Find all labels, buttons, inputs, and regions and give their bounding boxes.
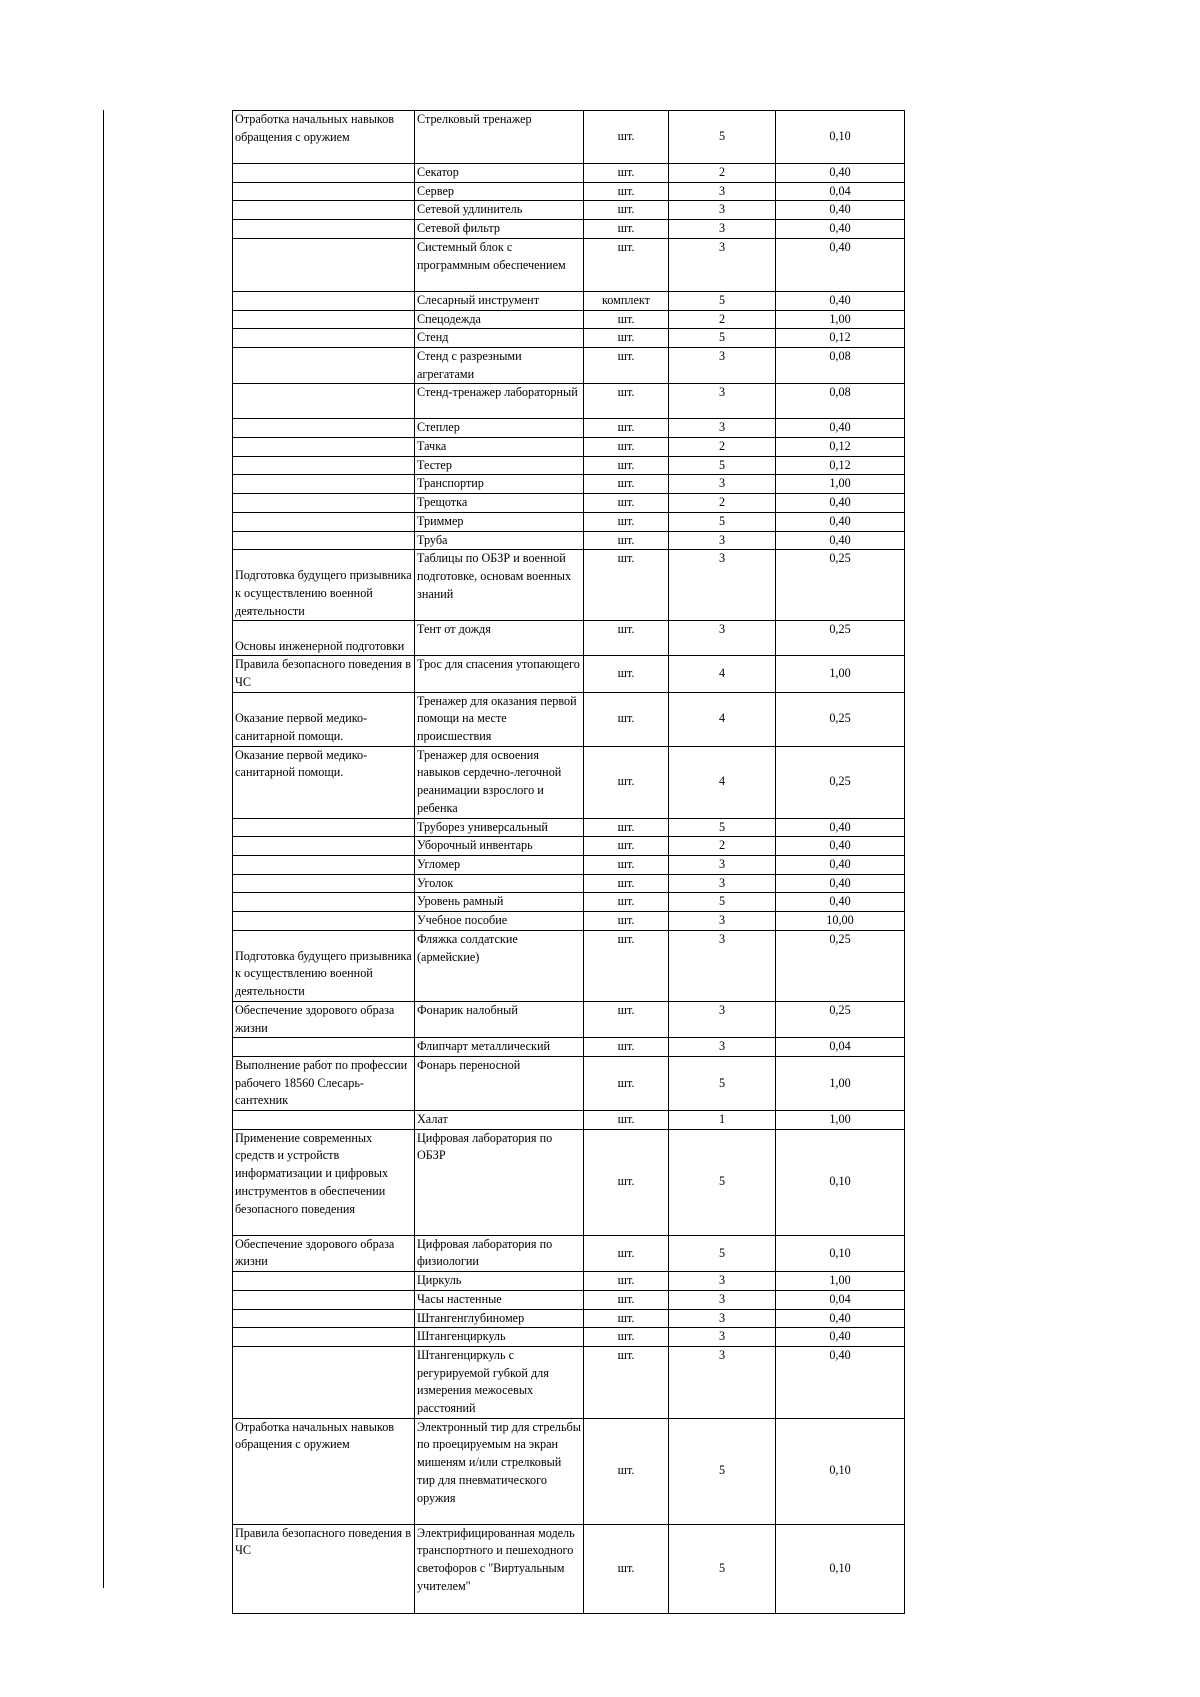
quantity-cell: 3 bbox=[669, 874, 776, 893]
unit-cell: шт. bbox=[584, 818, 669, 837]
section-cell: Оказание первой медико-санитарной помощи. bbox=[233, 692, 415, 746]
unit-cell: шт. bbox=[584, 182, 669, 201]
unit-cell: шт. bbox=[584, 855, 669, 874]
coefficient-cell: 0,40 bbox=[776, 494, 905, 513]
quantity-cell: 1 bbox=[669, 1111, 776, 1130]
section-cell bbox=[233, 384, 415, 419]
section-cell: Подготовка будущего призывника к осуществлению военной деятельности bbox=[233, 930, 415, 1001]
table-row bbox=[233, 1418, 905, 1524]
section-cell: Подготовка будущего призывника к осуществлению военной деятельности bbox=[233, 550, 415, 621]
quantity-cell: 5 bbox=[669, 512, 776, 531]
item-name-cell: Транспортир bbox=[415, 475, 584, 494]
unit-cell: шт. bbox=[584, 531, 669, 550]
quantity-cell: 5 bbox=[669, 893, 776, 912]
quantity-cell: 3 bbox=[669, 1038, 776, 1057]
unit-cell: шт. bbox=[584, 1346, 669, 1418]
unit-cell: шт. bbox=[584, 329, 669, 348]
coefficient-cell: 0,08 bbox=[776, 384, 905, 419]
quantity-cell: 3 bbox=[669, 419, 776, 438]
coefficient-cell: 0,12 bbox=[776, 329, 905, 348]
unit-cell: шт. bbox=[584, 1290, 669, 1309]
unit-cell: шт. bbox=[584, 1309, 669, 1328]
table-row bbox=[233, 1524, 905, 1613]
table-row bbox=[233, 1309, 905, 1328]
section-cell bbox=[233, 1346, 415, 1418]
table-row bbox=[233, 855, 905, 874]
item-name-cell: Слесарный инструмент bbox=[415, 291, 584, 310]
table-row bbox=[233, 531, 905, 550]
quantity-cell: 3 bbox=[669, 347, 776, 383]
coefficient-cell: 0,04 bbox=[776, 182, 905, 201]
table-row bbox=[233, 1290, 905, 1309]
quantity-cell: 5 bbox=[669, 456, 776, 475]
section-cell bbox=[233, 456, 415, 475]
section-cell bbox=[233, 893, 415, 912]
coefficient-cell: 0,25 bbox=[776, 930, 905, 1001]
quantity-cell: 3 bbox=[669, 912, 776, 931]
table-row bbox=[233, 550, 905, 621]
section-cell: Правила безопасного поведения в ЧС bbox=[233, 1524, 415, 1613]
table-row bbox=[233, 818, 905, 837]
quantity-cell: 2 bbox=[669, 438, 776, 457]
table-row bbox=[233, 1038, 905, 1057]
item-name-cell: Степлер bbox=[415, 419, 584, 438]
coefficient-cell: 0,40 bbox=[776, 164, 905, 183]
section-cell bbox=[233, 1272, 415, 1291]
item-name-cell: Фонарик налобный bbox=[415, 1001, 584, 1037]
item-name-cell: Трос для спасения утопающего bbox=[415, 656, 584, 692]
table-row bbox=[233, 1272, 905, 1291]
quantity-cell: 3 bbox=[669, 475, 776, 494]
item-name-cell: Стенд bbox=[415, 329, 584, 348]
quantity-cell: 3 bbox=[669, 1328, 776, 1347]
table-row bbox=[233, 1129, 905, 1235]
table-row bbox=[233, 930, 905, 1001]
section-cell: Обеспечение здорового образа жизни bbox=[233, 1001, 415, 1037]
section-cell bbox=[233, 855, 415, 874]
section-cell bbox=[233, 1111, 415, 1130]
item-name-cell: Фонарь переносной bbox=[415, 1056, 584, 1110]
table-row bbox=[233, 874, 905, 893]
item-name-cell: Тренажер для оказания первой помощи на месте происшествия bbox=[415, 692, 584, 746]
item-name-cell: Сетевой фильтр bbox=[415, 220, 584, 239]
unit-cell: комплект bbox=[584, 291, 669, 310]
item-name-cell: Уровень рамный bbox=[415, 893, 584, 912]
unit-cell: шт. bbox=[584, 550, 669, 621]
coefficient-cell: 0,40 bbox=[776, 291, 905, 310]
unit-cell: шт. bbox=[584, 621, 669, 656]
coefficient-cell: 0,10 bbox=[776, 1129, 905, 1235]
item-name-cell: Тент от дождя bbox=[415, 621, 584, 656]
section-cell: Отработка начальных навыков обращения с оружием bbox=[233, 111, 415, 164]
coefficient-cell: 0,10 bbox=[776, 1235, 905, 1271]
quantity-cell: 4 bbox=[669, 746, 776, 818]
unit-cell: шт. bbox=[584, 384, 669, 419]
unit-cell: шт. bbox=[584, 746, 669, 818]
quantity-cell: 3 bbox=[669, 930, 776, 1001]
coefficient-cell: 0,10 bbox=[776, 1524, 905, 1613]
section-cell: Отработка начальных навыков обращения с оружием bbox=[233, 1418, 415, 1524]
section-cell: Оказание первой медико-санитарной помощи. bbox=[233, 746, 415, 818]
coefficient-cell: 0,08 bbox=[776, 347, 905, 383]
unit-cell: шт. bbox=[584, 1235, 669, 1271]
quantity-cell: 3 bbox=[669, 220, 776, 239]
unit-cell: шт. bbox=[584, 893, 669, 912]
item-name-cell: Угломер bbox=[415, 855, 584, 874]
table-row bbox=[233, 438, 905, 457]
section-cell bbox=[233, 1309, 415, 1328]
quantity-cell: 3 bbox=[669, 621, 776, 656]
coefficient-cell: 0,25 bbox=[776, 746, 905, 818]
table-row bbox=[233, 1346, 905, 1418]
section-cell: Обеспечение здорового образа жизни bbox=[233, 1235, 415, 1271]
item-name-cell: Сетевой удлинитель bbox=[415, 201, 584, 220]
table-row bbox=[233, 182, 905, 201]
section-cell bbox=[233, 512, 415, 531]
unit-cell: шт. bbox=[584, 164, 669, 183]
quantity-cell: 4 bbox=[669, 656, 776, 692]
quantity-cell: 2 bbox=[669, 837, 776, 856]
table-row bbox=[233, 1056, 905, 1110]
table-row bbox=[233, 1328, 905, 1347]
quantity-cell: 3 bbox=[669, 238, 776, 291]
unit-cell: шт. bbox=[584, 201, 669, 220]
coefficient-cell: 1,00 bbox=[776, 1056, 905, 1110]
table-row bbox=[233, 1001, 905, 1037]
section-cell: Выполнение работ по профессии рабочего 18560 Слесарь-сантехник bbox=[233, 1056, 415, 1110]
item-name-cell: Таблицы по ОБЗР и военной подготовке, основам военных знаний bbox=[415, 550, 584, 621]
item-name-cell: Электронный тир для стрельбы по проецируемым на экран мишеням и/или стрелковый тир для пневматического оружия bbox=[415, 1418, 584, 1524]
section-cell bbox=[233, 419, 415, 438]
table-row bbox=[233, 893, 905, 912]
table-row bbox=[233, 456, 905, 475]
section-cell bbox=[233, 475, 415, 494]
coefficient-cell: 1,00 bbox=[776, 310, 905, 329]
item-name-cell: Тачка bbox=[415, 438, 584, 457]
coefficient-cell: 0,12 bbox=[776, 456, 905, 475]
item-name-cell: Уборочный инвентарь bbox=[415, 837, 584, 856]
item-name-cell: Халат bbox=[415, 1111, 584, 1130]
table-row bbox=[233, 201, 905, 220]
unit-cell: шт. bbox=[584, 1001, 669, 1037]
table-row bbox=[233, 384, 905, 419]
section-cell bbox=[233, 201, 415, 220]
section-cell: Основы инженерной подготовки bbox=[233, 621, 415, 656]
section-cell: Правила безопасного поведения в ЧС bbox=[233, 656, 415, 692]
table-row bbox=[233, 310, 905, 329]
unit-cell: шт. bbox=[584, 419, 669, 438]
unit-cell: шт. bbox=[584, 1129, 669, 1235]
coefficient-cell: 0,10 bbox=[776, 111, 905, 164]
quantity-cell: 5 bbox=[669, 1129, 776, 1235]
quantity-cell: 3 bbox=[669, 1309, 776, 1328]
unit-cell: шт. bbox=[584, 1524, 669, 1613]
coefficient-cell: 0,40 bbox=[776, 855, 905, 874]
unit-cell: шт. bbox=[584, 874, 669, 893]
coefficient-cell: 0,25 bbox=[776, 1001, 905, 1037]
coefficient-cell: 0,40 bbox=[776, 238, 905, 291]
unit-cell: шт. bbox=[584, 837, 669, 856]
section-cell bbox=[233, 494, 415, 513]
table-row bbox=[233, 164, 905, 183]
quantity-cell: 3 bbox=[669, 182, 776, 201]
quantity-cell: 5 bbox=[669, 111, 776, 164]
section-cell bbox=[233, 818, 415, 837]
item-name-cell: Штангенциркуль bbox=[415, 1328, 584, 1347]
unit-cell: шт. bbox=[584, 347, 669, 383]
quantity-cell: 5 bbox=[669, 1056, 776, 1110]
quantity-cell: 5 bbox=[669, 329, 776, 348]
section-cell bbox=[233, 837, 415, 856]
unit-cell: шт. bbox=[584, 310, 669, 329]
coefficient-cell: 0,25 bbox=[776, 692, 905, 746]
item-name-cell: Тренажер для освоения навыков сердечно-легочной реанимации взрослого и ребенка bbox=[415, 746, 584, 818]
quantity-cell: 3 bbox=[669, 1290, 776, 1309]
coefficient-cell: 0,40 bbox=[776, 419, 905, 438]
item-name-cell: Труборез универсальный bbox=[415, 818, 584, 837]
coefficient-cell: 0,40 bbox=[776, 818, 905, 837]
coefficient-cell: 1,00 bbox=[776, 1272, 905, 1291]
table-row bbox=[233, 291, 905, 310]
item-name-cell: Сервер bbox=[415, 182, 584, 201]
unit-cell: шт. bbox=[584, 111, 669, 164]
table-row bbox=[233, 746, 905, 818]
unit-cell: шт. bbox=[584, 912, 669, 931]
coefficient-cell: 0,40 bbox=[776, 874, 905, 893]
item-name-cell: Триммер bbox=[415, 512, 584, 531]
table-row bbox=[233, 656, 905, 692]
quantity-cell: 5 bbox=[669, 1524, 776, 1613]
unit-cell: шт. bbox=[584, 656, 669, 692]
coefficient-cell: 0,12 bbox=[776, 438, 905, 457]
item-name-cell: Учебное пособие bbox=[415, 912, 584, 931]
item-name-cell: Электрифицированная модель транспортного и пешеходного светофоров с "Виртуальным учителем" bbox=[415, 1524, 584, 1613]
coefficient-cell: 1,00 bbox=[776, 1111, 905, 1130]
item-name-cell: Системный блок с программным обеспечением bbox=[415, 238, 584, 291]
item-name-cell: Штангенглубиномер bbox=[415, 1309, 584, 1328]
unit-cell: шт. bbox=[584, 438, 669, 457]
table-row bbox=[233, 692, 905, 746]
table-row bbox=[233, 494, 905, 513]
item-name-cell: Секатор bbox=[415, 164, 584, 183]
section-cell bbox=[233, 164, 415, 183]
coefficient-cell: 0,40 bbox=[776, 1328, 905, 1347]
coefficient-cell: 0,40 bbox=[776, 1346, 905, 1418]
section-cell bbox=[233, 310, 415, 329]
table-row bbox=[233, 837, 905, 856]
quantity-cell: 3 bbox=[669, 531, 776, 550]
coefficient-cell: 0,10 bbox=[776, 1418, 905, 1524]
coefficient-cell: 0,40 bbox=[776, 201, 905, 220]
table-row bbox=[233, 347, 905, 383]
coefficient-cell: 0,25 bbox=[776, 550, 905, 621]
table-row bbox=[233, 111, 905, 164]
item-name-cell: Часы настенные bbox=[415, 1290, 584, 1309]
item-name-cell: Трещотка bbox=[415, 494, 584, 513]
unit-cell: шт. bbox=[584, 1056, 669, 1110]
section-cell bbox=[233, 1328, 415, 1347]
unit-cell: шт. bbox=[584, 238, 669, 291]
item-name-cell: Труба bbox=[415, 531, 584, 550]
quantity-cell: 4 bbox=[669, 692, 776, 746]
quantity-cell: 3 bbox=[669, 1272, 776, 1291]
section-cell bbox=[233, 438, 415, 457]
item-name-cell: Цифровая лаборатория по физиологии bbox=[415, 1235, 584, 1271]
item-name-cell: Спецодежда bbox=[415, 310, 584, 329]
section-cell: Применение современных средств и устройств информатизации и цифровых инструментов в обеспечении безопасного поведения bbox=[233, 1129, 415, 1235]
section-cell bbox=[233, 182, 415, 201]
inventory-table bbox=[232, 110, 905, 1614]
inventory-table-body bbox=[233, 111, 905, 1614]
table-row bbox=[233, 1235, 905, 1271]
unit-cell: шт. bbox=[584, 512, 669, 531]
coefficient-cell: 1,00 bbox=[776, 656, 905, 692]
section-cell bbox=[233, 874, 415, 893]
unit-cell: шт. bbox=[584, 692, 669, 746]
unit-cell: шт. bbox=[584, 494, 669, 513]
quantity-cell: 5 bbox=[669, 818, 776, 837]
quantity-cell: 3 bbox=[669, 1001, 776, 1037]
item-name-cell: Стенд с разрезными агрегатами bbox=[415, 347, 584, 383]
unit-cell: шт. bbox=[584, 1328, 669, 1347]
coefficient-cell: 0,40 bbox=[776, 837, 905, 856]
coefficient-cell: 0,40 bbox=[776, 893, 905, 912]
item-name-cell: Стенд-тренажер лабораторный bbox=[415, 384, 584, 419]
unit-cell: шт. bbox=[584, 1272, 669, 1291]
quantity-cell: 3 bbox=[669, 201, 776, 220]
quantity-cell: 2 bbox=[669, 164, 776, 183]
coefficient-cell: 0,04 bbox=[776, 1038, 905, 1057]
unit-cell: шт. bbox=[584, 1418, 669, 1524]
unit-cell: шт. bbox=[584, 930, 669, 1001]
item-name-cell: Стрелковый тренажер bbox=[415, 111, 584, 164]
table-row bbox=[233, 1111, 905, 1130]
item-name-cell: Циркуль bbox=[415, 1272, 584, 1291]
quantity-cell: 2 bbox=[669, 310, 776, 329]
table-row bbox=[233, 329, 905, 348]
section-cell bbox=[233, 1038, 415, 1057]
coefficient-cell: 0,40 bbox=[776, 220, 905, 239]
table-row bbox=[233, 475, 905, 494]
unit-cell: шт. bbox=[584, 1111, 669, 1130]
table-row bbox=[233, 419, 905, 438]
table-row bbox=[233, 220, 905, 239]
quantity-cell: 5 bbox=[669, 1418, 776, 1524]
item-name-cell: Тестер bbox=[415, 456, 584, 475]
coefficient-cell: 0,04 bbox=[776, 1290, 905, 1309]
item-name-cell: Цифровая лаборатория по ОБЗР bbox=[415, 1129, 584, 1235]
coefficient-cell: 0,40 bbox=[776, 1309, 905, 1328]
table-row bbox=[233, 912, 905, 931]
item-name-cell: Штангенциркуль с регурируемой губкой для измерения межосевых расстояний bbox=[415, 1346, 584, 1418]
coefficient-cell: 1,00 bbox=[776, 475, 905, 494]
quantity-cell: 2 bbox=[669, 494, 776, 513]
table-row bbox=[233, 621, 905, 656]
section-cell bbox=[233, 531, 415, 550]
item-name-cell: Уголок bbox=[415, 874, 584, 893]
section-cell bbox=[233, 238, 415, 291]
coefficient-cell: 0,40 bbox=[776, 512, 905, 531]
quantity-cell: 3 bbox=[669, 855, 776, 874]
section-cell bbox=[233, 347, 415, 383]
quantity-cell: 5 bbox=[669, 1235, 776, 1271]
table-row bbox=[233, 238, 905, 291]
section-cell bbox=[233, 912, 415, 931]
item-name-cell: Флипчарт металлический bbox=[415, 1038, 584, 1057]
section-cell bbox=[233, 291, 415, 310]
table-row bbox=[233, 512, 905, 531]
quantity-cell: 3 bbox=[669, 1346, 776, 1418]
unit-cell: шт. bbox=[584, 475, 669, 494]
margin-rule bbox=[103, 110, 104, 1588]
quantity-cell: 3 bbox=[669, 384, 776, 419]
coefficient-cell: 0,25 bbox=[776, 621, 905, 656]
item-name-cell: Фляжка солдатские (армейские) bbox=[415, 930, 584, 1001]
quantity-cell: 5 bbox=[669, 291, 776, 310]
coefficient-cell: 10,00 bbox=[776, 912, 905, 931]
section-cell bbox=[233, 329, 415, 348]
unit-cell: шт. bbox=[584, 1038, 669, 1057]
quantity-cell: 3 bbox=[669, 550, 776, 621]
section-cell bbox=[233, 1290, 415, 1309]
unit-cell: шт. bbox=[584, 220, 669, 239]
coefficient-cell: 0,40 bbox=[776, 531, 905, 550]
section-cell bbox=[233, 220, 415, 239]
unit-cell: шт. bbox=[584, 456, 669, 475]
